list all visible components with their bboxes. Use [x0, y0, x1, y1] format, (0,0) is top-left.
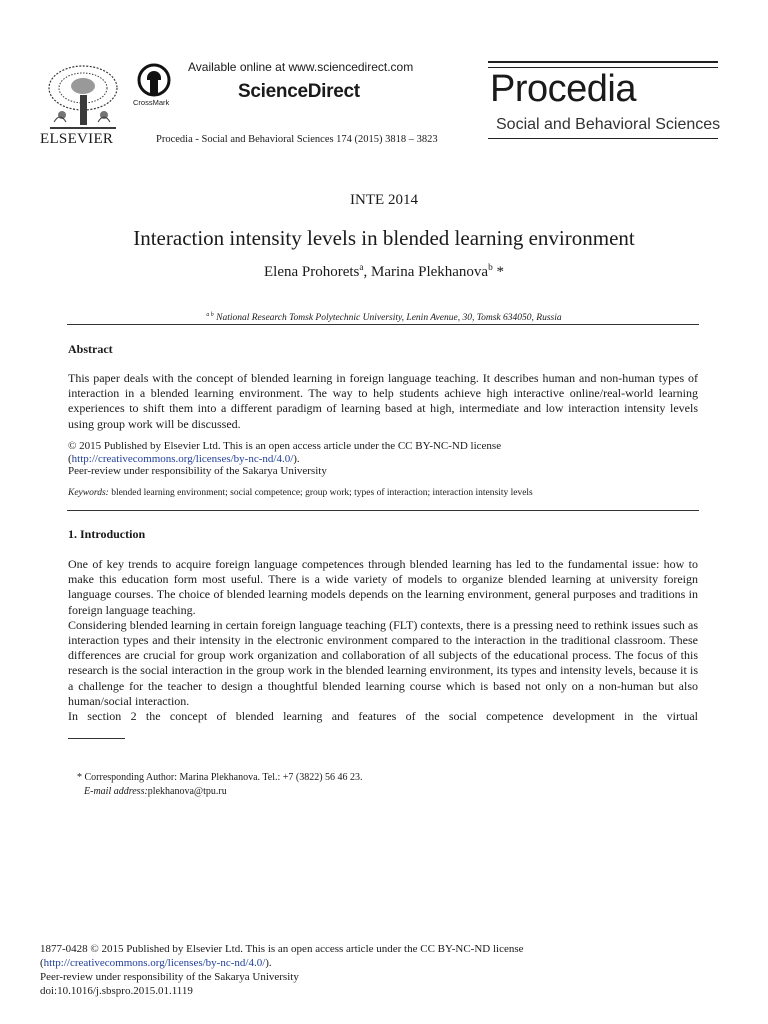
footer-peer-review: Peer-review under responsibility of the Sakarya University — [40, 971, 299, 983]
publisher-name: ELSEVIER — [40, 131, 114, 147]
paren: ( — [68, 452, 72, 465]
paren: ). — [265, 957, 272, 969]
license-link[interactable]: http://creativecommons.org/licenses/by-nc-nd/4.0/ — [71, 452, 294, 465]
affiliation-marker: b — [488, 263, 493, 273]
email-line — [77, 785, 363, 799]
paragraph: In section 2 the concept of blended learning and features of the social competence development in the virtual — [68, 709, 698, 724]
keywords-label: Keywords: — [68, 488, 109, 498]
doi[interactable]: doi:10.1016/j.sbspro.2015.01.1119 — [40, 985, 193, 997]
procedia-rule — [488, 138, 718, 139]
author-name: , Marina Plekhanova — [363, 264, 489, 280]
affiliation-text: National Research Tomsk Polytechnic University, Lenin Avenue, 30, Tomsk 634050, Russia — [216, 313, 562, 324]
footer-license-link[interactable]: http://creativecommons.org/licenses/by-nc-nd/4.0/ — [43, 957, 266, 969]
corresponding-marker: * — [492, 264, 504, 280]
footnote — [77, 771, 363, 799]
footer-license: 1877-0428 © 2015 Published by Elsevier Ltd. This is an open access article under the CC BY-NC-ND license — [40, 943, 524, 955]
section-divider — [67, 324, 699, 325]
procedia-logo-subtitle: Social and Behavioral Sciences — [496, 116, 721, 133]
abstract-heading: Abstract — [68, 342, 113, 356]
keywords — [68, 488, 533, 498]
footnote-divider — [68, 738, 125, 739]
introduction-heading: 1. Introduction — [68, 527, 146, 541]
paragraph: One of key trends to acquire foreign language competences through blended learning has led to the fundamental issue: how to make this education form most useful. There is a wide variety of models to organize blended learning at university foreign language courses. The choice of blended learning models depends on the learning environment, general purposes and traditions in foreign language teaching. — [68, 557, 698, 617]
available-online-text: Available online at www.sciencedirect.com — [188, 60, 414, 74]
license-link-line — [68, 453, 501, 466]
page-footer — [40, 942, 524, 998]
footer-link-line — [40, 956, 524, 970]
affiliation-marker: a b — [206, 312, 214, 318]
journal-citation: Procedia - Social and Behavioral Sciences 174 (2015) 3818 – 3823 — [156, 134, 438, 145]
license-text: © 2015 Published by Elsevier Ltd. This is an open access article under the CC BY-NC-ND license — [68, 440, 502, 452]
paper-title: Interaction intensity levels in blended learning environment — [133, 226, 635, 250]
peer-review-text: Peer-review under responsibility of the Sakarya University — [68, 465, 327, 478]
keywords-text: blended learning environment; social competence; group work; types of interaction; interaction intensity levels — [108, 488, 533, 498]
email-address[interactable]: plekhanova@tpu.ru — [147, 786, 227, 797]
email-label: E-mail address: — [84, 786, 148, 797]
license-block — [68, 440, 501, 478]
corresponding-author: * Corresponding Author: Marina Plekhanova. Tel.: +7 (3822) 56 46 23. — [77, 772, 363, 783]
paren: ( — [40, 957, 44, 969]
section-divider — [67, 510, 699, 511]
conference-name: INTE 2014 — [350, 192, 418, 208]
affiliation-marker: a — [359, 263, 364, 273]
abstract-text: This paper deals with the concept of blended learning in foreign language teaching. It describes human and non-human types of interaction in a blended learning environment. The way to help students achieve high interactive online/real-world learning experiences to shift them into a different paradigm of learning based at high, intermediate and low interaction intensity levels using group work will be discussed. — [68, 371, 698, 431]
author-list — [0, 263, 768, 281]
affiliation — [0, 312, 768, 323]
paren: ). — [293, 452, 300, 465]
introduction-body — [68, 557, 698, 724]
procedia-rule — [488, 61, 718, 63]
paragraph: Considering blended learning in certain foreign language teaching (FLT) contexts, there is a pressing need to rethink issues such as interaction types and their intensity in the electronic environment compared to the interaction in the traditional classroom. These differences are crucial for group work organization and collaboration of all subjects of the educational process. The focus of this research is the social interaction in the group work in the blended learning environment, its types and intensity levels, because it is a challenge for the teacher to design a thoughtful blended learning course which is based not only on a non-human but also human/social interaction. — [68, 617, 698, 708]
author-name: Elena Prohorets — [264, 264, 360, 280]
crossmark-label: CrossMark — [133, 98, 170, 107]
procedia-logo-title: Procedia — [490, 68, 636, 110]
sciencedirect-logo[interactable]: ScienceDirect — [238, 81, 360, 102]
